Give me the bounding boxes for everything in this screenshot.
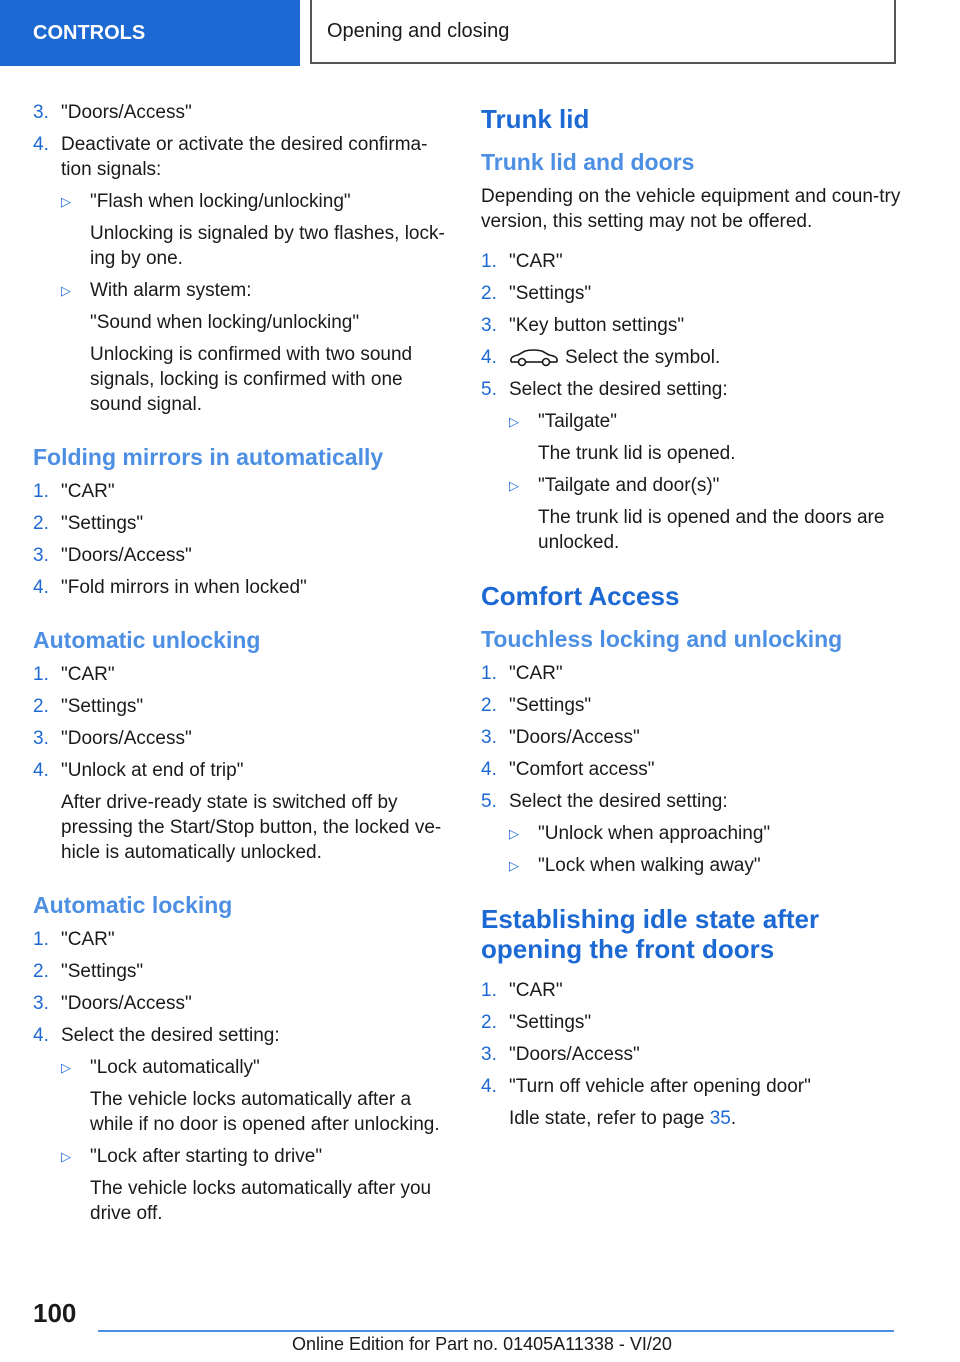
bullet-item: ▷ "Unlock when approaching" bbox=[509, 823, 771, 844]
section-heading: Automatic locking bbox=[33, 892, 233, 918]
list-item: 2. "Settings" bbox=[33, 513, 144, 534]
list-item: 3. "Key button settings" bbox=[481, 315, 685, 336]
list-item: 3. "Doors/Access" bbox=[33, 545, 192, 566]
list-item: 3. "Doors/Access" bbox=[33, 993, 192, 1014]
bullet-item: ▷ "Lock automatically" The vehicle locks automatically after a while if no door is opened after unlocking. bbox=[61, 1057, 440, 1135]
edition-text: Online Edition for Part no. 01405A11338 - VI/20 bbox=[292, 1334, 672, 1354]
list-item: 2. "Settings" bbox=[33, 696, 144, 717]
triangle-bullet-icon: ▷ bbox=[61, 283, 71, 298]
list-item: 4. "Turn off vehicle after opening door" Idle state, refer to page 35. bbox=[481, 1076, 811, 1129]
list-item: 3. "Doors/Access" bbox=[33, 102, 192, 123]
list-item: 1. "CAR" bbox=[33, 929, 115, 950]
list-item: 4. Deactivate or activate the desired confirma-tion signals: ▷ "Flash when locking/unlocking" Unlocking is signaled by two flashes, lock-ing by one. ▷ With alarm system: "Sound when locking/unlocking" Unlocking is confirmed with two sound signals, locking is confirmed with one sound signal. bbox=[33, 132, 453, 417]
bullet-item: ▷ "Tailgate and door(s)" The trunk lid is opened and the doors are unlocked. bbox=[509, 475, 885, 553]
section-heading: Folding mirrors in automatically bbox=[33, 444, 384, 470]
list-item: 4. Select the desired setting: ▷ "Lock automatically" The vehicle locks automatically after a while if no door is opened after unlocking. ▷ "Lock after starting to drive" The vehicle locks automatically after you drive off. bbox=[33, 1023, 453, 1226]
chapter-title: Opening and closing bbox=[310, 0, 896, 64]
list-item: 4. "Unlock at end of trip" After drive-ready state is switched off by pressing the Start/Stop button, the locked ve-hicle is automatically unlocked. bbox=[33, 760, 442, 863]
page-header bbox=[0, 0, 960, 66]
car-icon bbox=[509, 349, 559, 367]
bullet-item: ▷ "Lock after starting to drive" The vehicle locks automatically after you drive off. bbox=[61, 1146, 432, 1224]
list-item: 2. "Settings" bbox=[33, 961, 144, 982]
list-item: 3. "Doors/Access" bbox=[481, 1044, 640, 1065]
list-item: 3. "Doors/Access" bbox=[481, 727, 640, 748]
list-item: 2. "Settings" bbox=[481, 695, 592, 716]
section-heading: Trunk lid and doors bbox=[481, 149, 695, 175]
bullet-item: ▷ "Tailgate" The trunk lid is opened. bbox=[509, 411, 736, 464]
triangle-bullet-icon: ▷ bbox=[509, 414, 519, 429]
list-item: 4. "Comfort access" bbox=[481, 759, 655, 780]
triangle-bullet-icon: ▷ bbox=[61, 194, 71, 209]
bullet-item: ▷ "Flash when locking/unlocking" Unlocking is signaled by two flashes, lock-ing by one. bbox=[61, 191, 445, 269]
list-item: 4. Select the symbol. bbox=[481, 347, 721, 368]
list-item: 5. Select the desired setting: ▷ "Tailgate" The trunk lid is opened. ▷ "Tailgate and door(s)" The trunk lid is opened and the doors are unlocked. bbox=[481, 377, 901, 555]
list-item: 1. "CAR" bbox=[33, 481, 115, 502]
list-item: 3. "Doors/Access" bbox=[33, 728, 192, 749]
list-item: 5. Select the desired setting: ▷ "Unlock when approaching" ▷ "Lock when walking away" bbox=[481, 789, 901, 878]
chapter-heading: Establishing idle state after opening the front doors bbox=[481, 904, 820, 964]
triangle-bullet-icon: ▷ bbox=[61, 1060, 71, 1075]
page-reference-link[interactable]: 35 bbox=[709, 1108, 731, 1129]
bullet-item: ▷ With alarm system: "Sound when locking/unlocking" Unlocking is confirmed with two sound signals, locking is confirmed with one sound signal. bbox=[61, 280, 413, 415]
list-item: 1. "CAR" bbox=[33, 664, 115, 685]
triangle-bullet-icon: ▷ bbox=[509, 478, 519, 493]
list-item: 1. "CAR" bbox=[481, 251, 563, 272]
footer-divider bbox=[98, 1330, 894, 1332]
section-heading: Automatic unlocking bbox=[33, 627, 261, 653]
chapter-heading: Trunk lid bbox=[481, 104, 590, 134]
section-heading: Touchless locking and unlocking bbox=[481, 626, 843, 652]
list-item: 4. "Fold mirrors in when locked" bbox=[33, 577, 307, 598]
list-item: 1. "CAR" bbox=[481, 980, 563, 1001]
list-item: 2. "Settings" bbox=[481, 283, 592, 304]
chapter-heading: Comfort Access bbox=[481, 581, 680, 611]
page-number: 100 bbox=[33, 1298, 77, 1328]
triangle-bullet-icon: ▷ bbox=[509, 858, 519, 873]
intro-text: Depending on the vehicle equipment and coun-try version, this setting may not be offered. bbox=[481, 186, 901, 232]
left-column bbox=[33, 100, 453, 1233]
right-column bbox=[481, 100, 901, 1138]
list-item: 2. "Settings" bbox=[481, 1012, 592, 1033]
triangle-bullet-icon: ▷ bbox=[61, 1149, 71, 1164]
section-tab: CONTROLS bbox=[0, 0, 300, 66]
triangle-bullet-icon: ▷ bbox=[509, 826, 519, 841]
bullet-item: ▷ "Lock when walking away" bbox=[509, 855, 761, 876]
list-item: 1. "CAR" bbox=[481, 663, 563, 684]
